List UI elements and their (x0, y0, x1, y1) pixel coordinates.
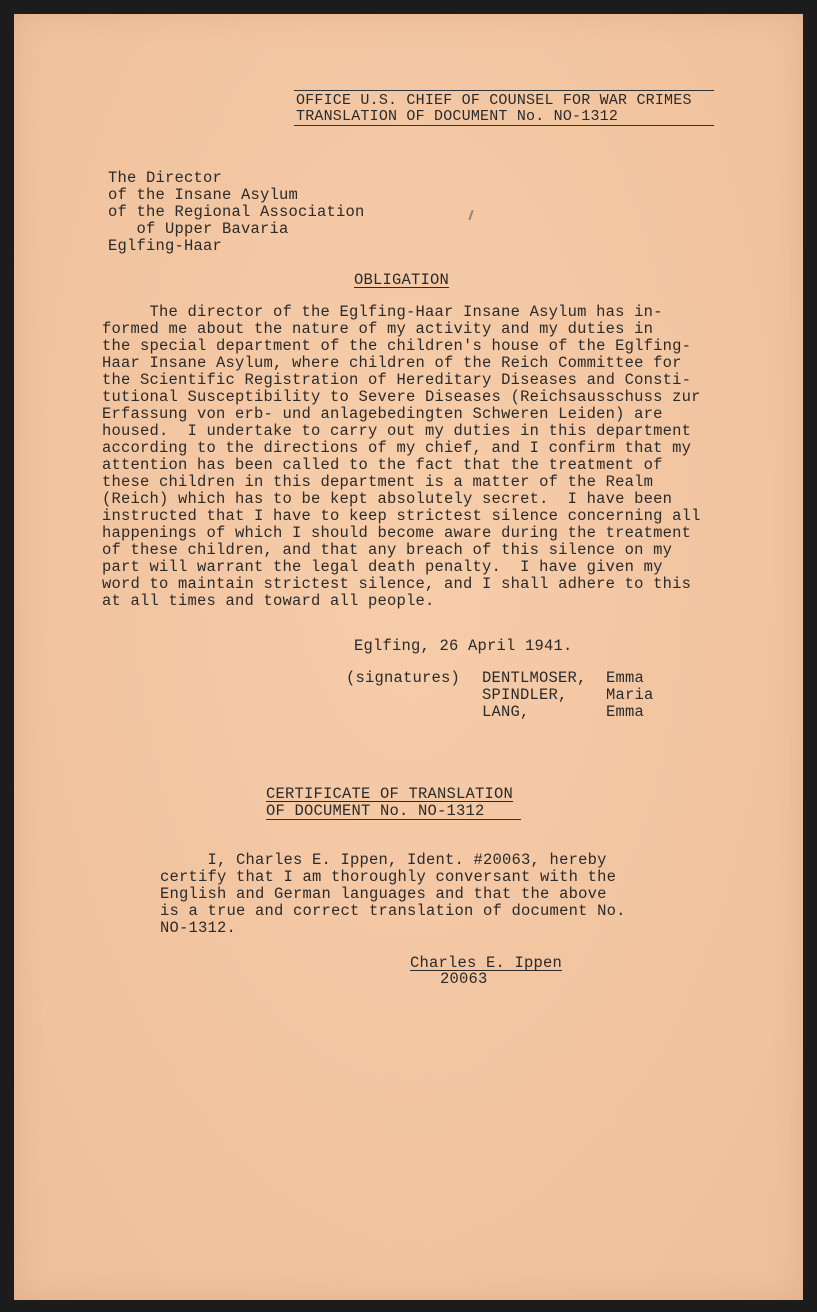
place-date: Eglfing, 26 April 1941. (354, 637, 573, 655)
certificate-line-1: I, Charles E. Ippen, Ident. #20063, hereby (160, 851, 607, 869)
signature-given-1: Emma (606, 669, 645, 687)
signatures-label: (signatures) (346, 669, 461, 687)
header-line-1: OFFICE U.S. CHIEF OF COUNSEL FOR WAR CRIMES (296, 92, 692, 109)
address-line-3: of the Regional Association (108, 203, 365, 221)
address-line-4: of Upper Bavaria (108, 220, 289, 238)
certificate-line-4: is a true and correct translation of document No. (160, 902, 626, 920)
body-line-13: instructed that I have to keep strictest silence concerning all (102, 507, 701, 525)
body-line-8: housed. I undertake to carry out my duties in this department (102, 422, 692, 440)
body-line-7: Erfassung von erb- und anlagebedingten Schweren Leiden) are (102, 405, 663, 423)
body-line-18: at all times and toward all people. (102, 592, 435, 610)
document-page (14, 14, 803, 1300)
signature-given-2: Maria (606, 686, 654, 704)
body-line-5: the Scientific Registration of Hereditary Diseases and Consti- (102, 371, 692, 389)
signature-given-3: Emma (606, 703, 645, 721)
body-line-17: word to maintain strictest silence, and I shall adhere to this (102, 575, 692, 593)
body-line-1: The director of the Eglfing-Haar Insane Asylum has in- (102, 303, 663, 321)
body-line-6: tutional Susceptibility to Severe Diseases (Reichsausschuss zur (102, 388, 701, 406)
body-line-4: Haar Insane Asylum, where children of the Reich Committee for (102, 354, 682, 372)
certificate-line-2: certify that I am thoroughly conversant with the (160, 868, 617, 886)
certificate-line-5: NO-1312. (160, 919, 237, 937)
body-line-9: according to the directions of my chief, and I confirm that my (102, 439, 692, 457)
signature-surname-1: DENTLMOSER, (482, 669, 587, 687)
address-line-2: of the Insane Asylum (108, 186, 299, 204)
signature-surname-2: SPINDLER, (482, 686, 568, 704)
signer-id: 20063 (440, 970, 488, 988)
certificate-title-line-2: OF DOCUMENT No. NO-1312 (266, 802, 485, 820)
body-line-12: (Reich) which has to be kept absolutely secret. I have been (102, 490, 673, 508)
body-line-2: formed me about the nature of my activity and my duties in (102, 320, 654, 338)
signer-name: Charles E. Ippen (410, 954, 563, 972)
body-line-16: part will warrant the legal death penalty. I have given my (102, 558, 663, 576)
certificate-line-3: English and German languages and that the above (160, 885, 607, 903)
signature-surname-3: LANG, (482, 703, 530, 721)
address-line-5: Eglfing-Haar (108, 237, 223, 255)
document-title: OBLIGATION (354, 271, 450, 289)
body-line-3: the special department of the children's house of the Eglfing- (102, 337, 692, 355)
body-line-10: attention has been called to the fact that the treatment of (102, 456, 663, 474)
address-line-1: The Director (108, 169, 223, 187)
body-line-14: happenings of which I should become aware during the treatment (102, 524, 692, 542)
certificate-title-line-1: CERTIFICATE OF TRANSLATION (266, 785, 514, 803)
body-line-11: these children in this department is a matter of the Realm (102, 473, 654, 491)
stray-pen-mark (468, 210, 473, 220)
header-line-2: TRANSLATION OF DOCUMENT No. NO-1312 (296, 108, 619, 125)
body-line-15: of these children, and that any breach of this silence on my (102, 541, 673, 559)
